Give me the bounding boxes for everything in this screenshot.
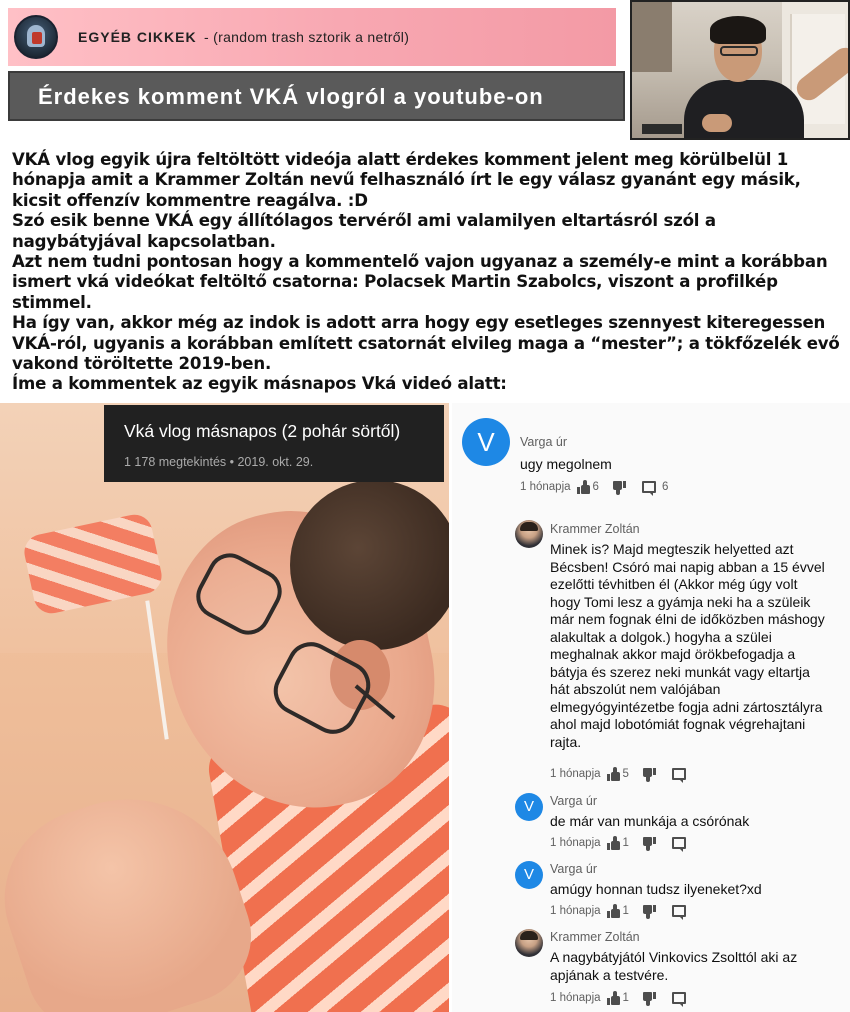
article-body: [12, 150, 842, 395]
site-logo[interactable]: [14, 15, 58, 59]
like-count: 6: [592, 481, 599, 493]
category-subtitle: - (random trash sztorik a netről): [204, 29, 410, 45]
comment-text: de már van munkája a csórónak: [550, 813, 750, 829]
comment-actions: [550, 903, 686, 919]
comment-text: amúgy honnan tudsz ilyeneket?xd: [550, 881, 762, 897]
video-info-card[interactable]: [104, 405, 444, 482]
thumbs-down-icon[interactable]: [643, 992, 656, 1005]
reply-icon[interactable]: [672, 768, 686, 780]
thumbs-up-icon[interactable]: [607, 837, 620, 850]
thumbs-down-icon[interactable]: [613, 481, 626, 494]
avatar[interactable]: [515, 929, 543, 957]
article-paragraph: Szó esik benne VKÁ egy állítólagos tervéről ami valamilyen eltartásról szól a nagybátyjával kapcsolatban.: [12, 211, 716, 251]
reply-count: 6: [661, 481, 669, 493]
thumbs-down-icon[interactable]: [643, 768, 656, 781]
thumbs-up-icon[interactable]: [607, 905, 620, 918]
like-count: 1: [622, 992, 629, 1004]
reply-icon[interactable]: [672, 837, 686, 849]
comment-author[interactable]: Varga úr: [550, 794, 598, 808]
avatar[interactable]: [515, 520, 543, 548]
avatar[interactable]: V: [515, 793, 543, 821]
comment-author[interactable]: Krammer Zoltán: [550, 930, 640, 944]
article-paragraph: Azt nem tudni pontosan hogy a kommentelő vajon ugyanaz a személy-e mint a korábban ismert vká videókat feltöltő csatorna: Polacsek Martin Szabolcs, viszont a profilkép stimmel.: [12, 252, 828, 312]
comment-text: A nagybátyjától Vinkovics Zsolttól aki az apjának a testvére.: [550, 949, 798, 983]
comment-author[interactable]: Varga úr: [520, 435, 568, 449]
like-count: 1: [622, 837, 629, 849]
comment-actions: [550, 835, 686, 851]
comment-actions: [520, 479, 682, 495]
video-meta: 1 178 megtekintés • 2019. okt. 29.: [124, 455, 314, 469]
comment-author[interactable]: Varga úr: [550, 862, 598, 876]
reply-icon[interactable]: [672, 992, 686, 1004]
avatar[interactable]: V: [462, 418, 510, 466]
avatar[interactable]: V: [515, 861, 543, 889]
video-title[interactable]: Vká vlog másnapos (2 pohár sörtől): [124, 421, 401, 441]
comment-time: 1 hónapja: [550, 768, 601, 780]
comments-section: [452, 403, 850, 1012]
article-paragraph: Ha így van, akkor még az indok is adott arra hogy egy esetleges szennyest kiteregessen VKÁ-ról, ugyanis a korábban említett csatornát elvileg maga a “mester”; a tökfőzelék evő vakond töröltette 2019-ben.: [12, 313, 840, 374]
comment-author[interactable]: Krammer Zoltán: [550, 522, 640, 536]
category-bar: [8, 8, 616, 66]
article-paragraph: VKÁ vlog egyik újra feltöltött videója alatt érdekes komment jelent meg körülbelül 1 hónapja amit a Krammer Zoltán nevű felhasználó írt le egy válasz gyanánt egy másik, kicsit offenzív kommentre reagálva. :D: [12, 150, 801, 210]
comment-text: Minek is? Majd megteszik helyetted azt Bécsben! Csóró mai napig abban a 15 évvel ezelőtti tévhitben él (Akkor még úgy volt hogy Tomi lesz a gyámja neki ha a szüleik már nem fognak élni de időközben máshogy alakultak a dolgok.) hogyha a szülei meghalnak akkor majd örökbefogadja a bátyja és szerez neki munkát vagy eltartja hát abszolút nem valójában elmegyógyintézetbe fogja adni zártosztályra ahol majd lobotómiát fognak végrehajtani rajta.: [550, 541, 825, 750]
category-title[interactable]: EGYÉB CIKKEK: [78, 29, 197, 45]
comment-time: 1 hónapja: [550, 992, 601, 1004]
comment-actions: [550, 766, 686, 782]
reply-icon[interactable]: [672, 905, 686, 917]
thumbs-up-icon[interactable]: [607, 768, 620, 781]
comment-text: ugy megolnem: [520, 456, 612, 472]
comment-actions: [550, 990, 686, 1006]
video-thumbnail[interactable]: [0, 403, 449, 1012]
thumbs-up-icon[interactable]: [607, 992, 620, 1005]
article-title-bar: [8, 71, 625, 121]
comment-time: 1 hónapja: [550, 905, 601, 917]
thumbs-down-icon[interactable]: [643, 837, 656, 850]
thumbs-up-icon[interactable]: [577, 481, 590, 494]
thumbs-down-icon[interactable]: [643, 905, 656, 918]
comment-time: 1 hónapja: [550, 837, 601, 849]
article-title: Érdekes komment VKÁ vlogról a youtube-on: [38, 84, 544, 109]
comment-time: 1 hónapja: [520, 481, 571, 493]
reply-icon[interactable]: [642, 481, 656, 493]
webcam-image: [630, 0, 850, 140]
like-count: 1: [622, 905, 629, 917]
like-count: 5: [622, 768, 629, 780]
article-paragraph: Íme a kommentek az egyik másnapos Vká videó alatt:: [12, 374, 507, 394]
